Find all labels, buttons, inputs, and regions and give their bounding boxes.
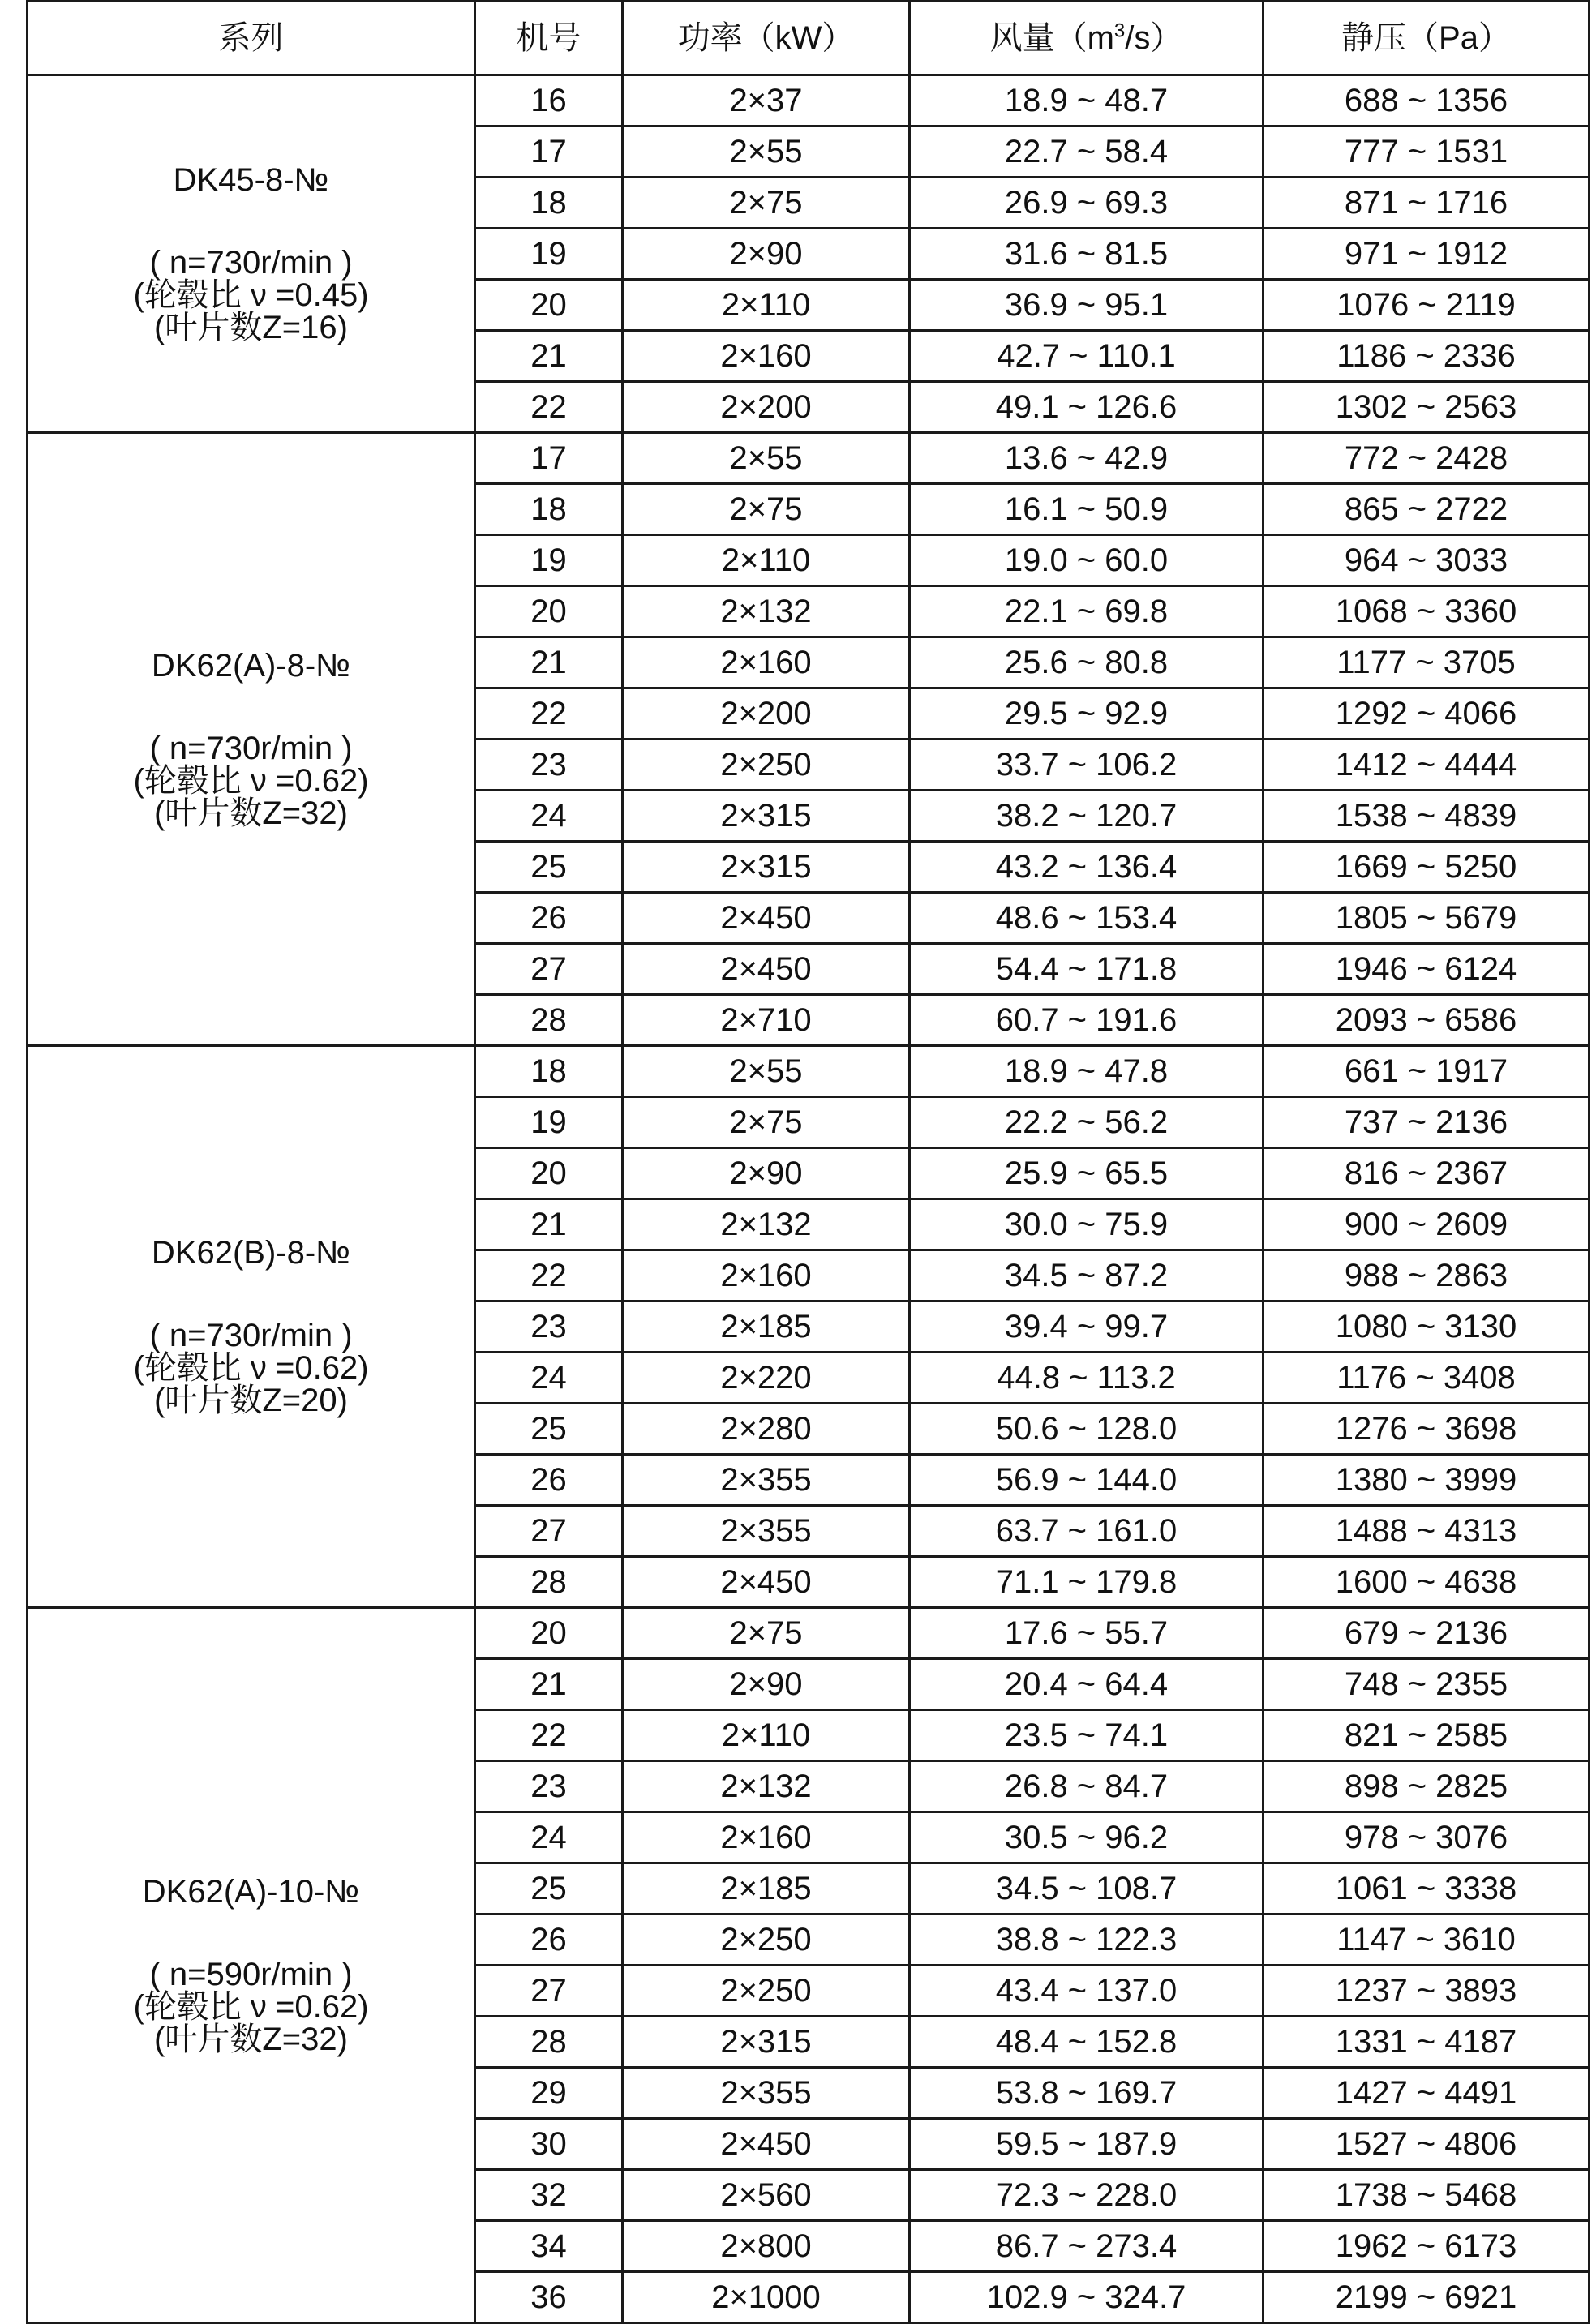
cell-airflow: 44.8 ~ 113.2 [910, 1353, 1264, 1404]
cell-airflow: 39.4 ~ 99.7 [910, 1301, 1264, 1353]
cell-airflow: 26.9 ~ 69.3 [910, 178, 1264, 229]
cell-power: 2×75 [623, 484, 910, 535]
cell-airflow: 72.3 ~ 228.0 [910, 2170, 1264, 2221]
cell-model-no: 20 [475, 1148, 623, 1199]
cell-model-no: 19 [475, 535, 623, 586]
series-spacer [28, 196, 474, 247]
cell-power: 2×220 [623, 1353, 910, 1404]
cell-model-no: 36 [475, 2272, 623, 2323]
header-model-no: 机号 [475, 2, 623, 75]
cell-static-pressure: 1946 ~ 6124 [1264, 944, 1590, 995]
cell-static-pressure: 1186 ~ 2336 [1264, 331, 1590, 382]
series-cell [28, 1608, 475, 2323]
cell-airflow: 48.6 ~ 153.4 [910, 893, 1264, 944]
series-speed: ( n=730r/min ) [149, 245, 353, 281]
cell-model-no: 26 [475, 1455, 623, 1506]
cell-model-no: 20 [475, 1608, 623, 1659]
cell-power: 2×160 [623, 331, 910, 382]
table-row [28, 1046, 1590, 1097]
cell-static-pressure: 821 ~ 2585 [1264, 1710, 1590, 1761]
cell-static-pressure: 1076 ~ 2119 [1264, 280, 1590, 331]
cell-static-pressure: 1237 ~ 3893 [1264, 1966, 1590, 2017]
cell-model-no: 25 [475, 1404, 623, 1455]
table-body [28, 75, 1590, 2323]
cell-power: 2×185 [623, 1863, 910, 1915]
cell-airflow: 50.6 ~ 128.0 [910, 1404, 1264, 1455]
cell-airflow: 71.1 ~ 179.8 [910, 1557, 1264, 1608]
cell-model-no: 23 [475, 1761, 623, 1812]
cell-power: 2×132 [623, 586, 910, 637]
cell-static-pressure: 1276 ~ 3698 [1264, 1404, 1590, 1455]
cell-static-pressure: 1805 ~ 5679 [1264, 893, 1590, 944]
cell-airflow: 29.5 ~ 92.9 [910, 688, 1264, 740]
cell-model-no: 19 [475, 229, 623, 280]
cell-power: 2×75 [623, 1608, 910, 1659]
table-row [28, 433, 1590, 484]
cell-model-no: 27 [475, 1966, 623, 2017]
cell-model-no: 22 [475, 1250, 623, 1301]
cell-model-no: 32 [475, 2170, 623, 2221]
cell-static-pressure: 2093 ~ 6586 [1264, 995, 1590, 1046]
cell-airflow: 17.6 ~ 55.7 [910, 1608, 1264, 1659]
cell-static-pressure: 1412 ~ 4444 [1264, 740, 1590, 791]
cell-static-pressure: 1302 ~ 2563 [1264, 382, 1590, 433]
series-name: DK62(B)-8-№ [151, 1235, 351, 1271]
cell-power: 2×110 [623, 535, 910, 586]
cell-static-pressure: 1669 ~ 5250 [1264, 842, 1590, 893]
cell-static-pressure: 1292 ~ 4066 [1264, 688, 1590, 740]
cell-power: 2×160 [623, 1812, 910, 1863]
cell-model-no: 26 [475, 1915, 623, 1966]
cell-power: 2×90 [623, 1148, 910, 1199]
cell-airflow: 18.9 ~ 47.8 [910, 1046, 1264, 1097]
cell-model-no: 28 [475, 995, 623, 1046]
cell-static-pressure: 898 ~ 2825 [1264, 1761, 1590, 1812]
cell-static-pressure: 1177 ~ 3705 [1264, 637, 1590, 688]
cell-power: 2×90 [623, 229, 910, 280]
table-row [28, 75, 1590, 126]
cell-model-no: 22 [475, 382, 623, 433]
cell-airflow: 49.1 ~ 126.6 [910, 382, 1264, 433]
cell-model-no: 28 [475, 2017, 623, 2068]
cell-static-pressure: 1527 ~ 4806 [1264, 2119, 1590, 2170]
series-name: DK45-8-№ [173, 162, 329, 198]
cell-static-pressure: 1738 ~ 5468 [1264, 2170, 1590, 2221]
series-hub-ratio: (轮毂比 ν =0.62) [133, 762, 369, 799]
cell-power: 2×110 [623, 1710, 910, 1761]
cell-model-no: 20 [475, 280, 623, 331]
cell-airflow: 22.2 ~ 56.2 [910, 1097, 1264, 1148]
series-hub-ratio: (轮毂比 ν =0.62) [133, 1350, 369, 1386]
cell-airflow: 13.6 ~ 42.9 [910, 433, 1264, 484]
cell-static-pressure: 964 ~ 3033 [1264, 535, 1590, 586]
series-cell [28, 1046, 475, 1608]
series-name: DK62(A)-10-№ [142, 1873, 360, 1910]
series-speed: ( n=590r/min ) [149, 1956, 353, 1992]
cell-airflow: 42.7 ~ 110.1 [910, 331, 1264, 382]
cell-airflow: 86.7 ~ 273.4 [910, 2221, 1264, 2272]
cell-power: 2×55 [623, 1046, 910, 1097]
cell-model-no: 19 [475, 1097, 623, 1148]
cell-airflow: 59.5 ~ 187.9 [910, 2119, 1264, 2170]
table-header [28, 2, 1590, 75]
cell-power: 2×355 [623, 1506, 910, 1557]
cell-static-pressure: 816 ~ 2367 [1264, 1148, 1590, 1199]
cell-power: 2×55 [623, 126, 910, 178]
cell-power: 2×315 [623, 791, 910, 842]
header-power: 功率（kW） [623, 2, 910, 75]
cell-model-no: 18 [475, 1046, 623, 1097]
cell-static-pressure: 688 ~ 1356 [1264, 75, 1590, 126]
series-blades: (叶片数Z=20) [154, 1383, 348, 1418]
cell-airflow: 43.4 ~ 137.0 [910, 1966, 1264, 2017]
cell-model-no: 24 [475, 1812, 623, 1863]
cell-static-pressure: 1962 ~ 6173 [1264, 2221, 1590, 2272]
cell-power: 2×250 [623, 1966, 910, 2017]
cell-power: 2×800 [623, 2221, 910, 2272]
cell-model-no: 18 [475, 178, 623, 229]
cell-model-no: 20 [475, 586, 623, 637]
header-airflow-prefix: 风量（m [989, 20, 1114, 56]
cell-power: 2×315 [623, 842, 910, 893]
cell-airflow: 102.9 ~ 324.7 [910, 2272, 1264, 2323]
cell-static-pressure: 661 ~ 1917 [1264, 1046, 1590, 1097]
series-blades: (叶片数Z=32) [154, 2021, 348, 2057]
cell-airflow: 25.9 ~ 65.5 [910, 1148, 1264, 1199]
header-series: 系列 [28, 2, 475, 75]
cell-power: 2×1000 [623, 2272, 910, 2323]
cell-power: 2×200 [623, 382, 910, 433]
series-name: DK62(A)-8-№ [151, 647, 351, 684]
cell-airflow: 33.7 ~ 106.2 [910, 740, 1264, 791]
cell-airflow: 38.2 ~ 120.7 [910, 791, 1264, 842]
cell-model-no: 22 [475, 1710, 623, 1761]
cell-static-pressure: 1147 ~ 3610 [1264, 1915, 1590, 1966]
cell-power: 2×280 [623, 1404, 910, 1455]
cell-static-pressure: 1080 ~ 3130 [1264, 1301, 1590, 1353]
series-hub-ratio: (轮毂比 ν =0.45) [133, 277, 369, 313]
cell-model-no: 21 [475, 637, 623, 688]
cell-power: 2×37 [623, 75, 910, 126]
cell-airflow: 34.5 ~ 87.2 [910, 1250, 1264, 1301]
cell-model-no: 16 [475, 75, 623, 126]
cell-model-no: 24 [475, 1353, 623, 1404]
cell-airflow: 30.0 ~ 75.9 [910, 1199, 1264, 1250]
cell-static-pressure: 900 ~ 2609 [1264, 1199, 1590, 1250]
cell-airflow: 19.0 ~ 60.0 [910, 535, 1264, 586]
cell-model-no: 21 [475, 331, 623, 382]
cell-airflow: 34.5 ~ 108.7 [910, 1863, 1264, 1915]
series-spacer [28, 682, 474, 732]
series-speed: ( n=730r/min ) [149, 1318, 353, 1353]
header-airflow [910, 2, 1264, 75]
cell-power: 2×450 [623, 1557, 910, 1608]
cell-power: 2×560 [623, 2170, 910, 2221]
cell-static-pressure: 777 ~ 1531 [1264, 126, 1590, 178]
cell-airflow: 48.4 ~ 152.8 [910, 2017, 1264, 2068]
cell-airflow: 25.6 ~ 80.8 [910, 637, 1264, 688]
cell-model-no: 23 [475, 740, 623, 791]
cell-power: 2×250 [623, 1915, 910, 1966]
series-speed: ( n=730r/min ) [149, 730, 353, 766]
cell-airflow: 22.7 ~ 58.4 [910, 126, 1264, 178]
cell-static-pressure: 679 ~ 2136 [1264, 1608, 1590, 1659]
cell-airflow: 53.8 ~ 169.7 [910, 2068, 1264, 2119]
cell-model-no: 24 [475, 791, 623, 842]
cell-airflow: 56.9 ~ 144.0 [910, 1455, 1264, 1506]
cell-power: 2×90 [623, 1659, 910, 1710]
series-blades: (叶片数Z=32) [154, 795, 348, 831]
cell-static-pressure: 971 ~ 1912 [1264, 229, 1590, 280]
cell-static-pressure: 737 ~ 2136 [1264, 1097, 1590, 1148]
cell-model-no: 21 [475, 1199, 623, 1250]
cell-power: 2×132 [623, 1761, 910, 1812]
cell-model-no: 29 [475, 2068, 623, 2119]
cell-airflow: 26.8 ~ 84.7 [910, 1761, 1264, 1812]
cell-static-pressure: 1068 ~ 3360 [1264, 586, 1590, 637]
series-cell [28, 433, 475, 1046]
cell-airflow: 18.9 ~ 48.7 [910, 75, 1264, 126]
cell-static-pressure: 871 ~ 1716 [1264, 178, 1590, 229]
cell-power: 2×160 [623, 1250, 910, 1301]
cell-airflow: 16.1 ~ 50.9 [910, 484, 1264, 535]
cell-power: 2×355 [623, 2068, 910, 2119]
series-cell [28, 75, 475, 433]
cell-static-pressure: 1061 ~ 3338 [1264, 1863, 1590, 1915]
cell-airflow: 22.1 ~ 69.8 [910, 586, 1264, 637]
cell-airflow: 23.5 ~ 74.1 [910, 1710, 1264, 1761]
cell-model-no: 28 [475, 1557, 623, 1608]
cell-airflow: 38.8 ~ 122.3 [910, 1915, 1264, 1966]
cell-airflow: 60.7 ~ 191.6 [910, 995, 1264, 1046]
header-row [28, 2, 1590, 75]
cell-airflow: 31.6 ~ 81.5 [910, 229, 1264, 280]
cell-model-no: 25 [475, 842, 623, 893]
cell-model-no: 21 [475, 1659, 623, 1710]
cell-static-pressure: 748 ~ 2355 [1264, 1659, 1590, 1710]
cell-power: 2×185 [623, 1301, 910, 1353]
cell-static-pressure: 772 ~ 2428 [1264, 433, 1590, 484]
table-row [28, 1608, 1590, 1659]
cell-power: 2×132 [623, 1199, 910, 1250]
cell-model-no: 34 [475, 2221, 623, 2272]
cell-model-no: 27 [475, 944, 623, 995]
series-spacer [28, 1908, 474, 1958]
cell-static-pressure: 1600 ~ 4638 [1264, 1557, 1590, 1608]
fan-spec-table [26, 0, 1590, 2324]
cell-power: 2×160 [623, 637, 910, 688]
cell-power: 2×75 [623, 178, 910, 229]
cell-model-no: 23 [475, 1301, 623, 1353]
cell-airflow: 30.5 ~ 96.2 [910, 1812, 1264, 1863]
cell-power: 2×200 [623, 688, 910, 740]
cell-static-pressure: 1427 ~ 4491 [1264, 2068, 1590, 2119]
cell-model-no: 17 [475, 126, 623, 178]
cell-airflow: 54.4 ~ 171.8 [910, 944, 1264, 995]
cell-static-pressure: 1380 ~ 3999 [1264, 1455, 1590, 1506]
cell-static-pressure: 978 ~ 3076 [1264, 1812, 1590, 1863]
cell-static-pressure: 1488 ~ 4313 [1264, 1506, 1590, 1557]
cell-airflow: 63.7 ~ 161.0 [910, 1506, 1264, 1557]
cell-static-pressure: 1176 ~ 3408 [1264, 1353, 1590, 1404]
cell-model-no: 17 [475, 433, 623, 484]
cell-static-pressure: 988 ~ 2863 [1264, 1250, 1590, 1301]
header-static-pressure: 静压（Pa） [1264, 2, 1590, 75]
cell-power: 2×450 [623, 2119, 910, 2170]
cell-static-pressure: 2199 ~ 6921 [1264, 2272, 1590, 2323]
header-airflow-suffix: /s） [1125, 20, 1183, 56]
series-blades: (叶片数Z=16) [154, 310, 348, 345]
cell-static-pressure: 1331 ~ 4187 [1264, 2017, 1590, 2068]
cell-airflow: 36.9 ~ 95.1 [910, 280, 1264, 331]
cell-power: 2×75 [623, 1097, 910, 1148]
cell-model-no: 18 [475, 484, 623, 535]
cell-power: 2×710 [623, 995, 910, 1046]
cell-model-no: 22 [475, 688, 623, 740]
cell-power: 2×110 [623, 280, 910, 331]
header-airflow-sup: 3 [1113, 19, 1126, 42]
cell-static-pressure: 865 ~ 2722 [1264, 484, 1590, 535]
series-spacer [28, 1269, 474, 1319]
cell-power: 2×55 [623, 433, 910, 484]
cell-model-no: 25 [475, 1863, 623, 1915]
cell-power: 2×355 [623, 1455, 910, 1506]
cell-model-no: 27 [475, 1506, 623, 1557]
cell-airflow: 43.2 ~ 136.4 [910, 842, 1264, 893]
series-hub-ratio: (轮毂比 ν =0.62) [133, 1988, 369, 2025]
cell-airflow: 20.4 ~ 64.4 [910, 1659, 1264, 1710]
cell-power: 2×450 [623, 893, 910, 944]
cell-static-pressure: 1538 ~ 4839 [1264, 791, 1590, 842]
cell-model-no: 26 [475, 893, 623, 944]
cell-power: 2×315 [623, 2017, 910, 2068]
cell-model-no: 30 [475, 2119, 623, 2170]
cell-power: 2×450 [623, 944, 910, 995]
cell-power: 2×250 [623, 740, 910, 791]
